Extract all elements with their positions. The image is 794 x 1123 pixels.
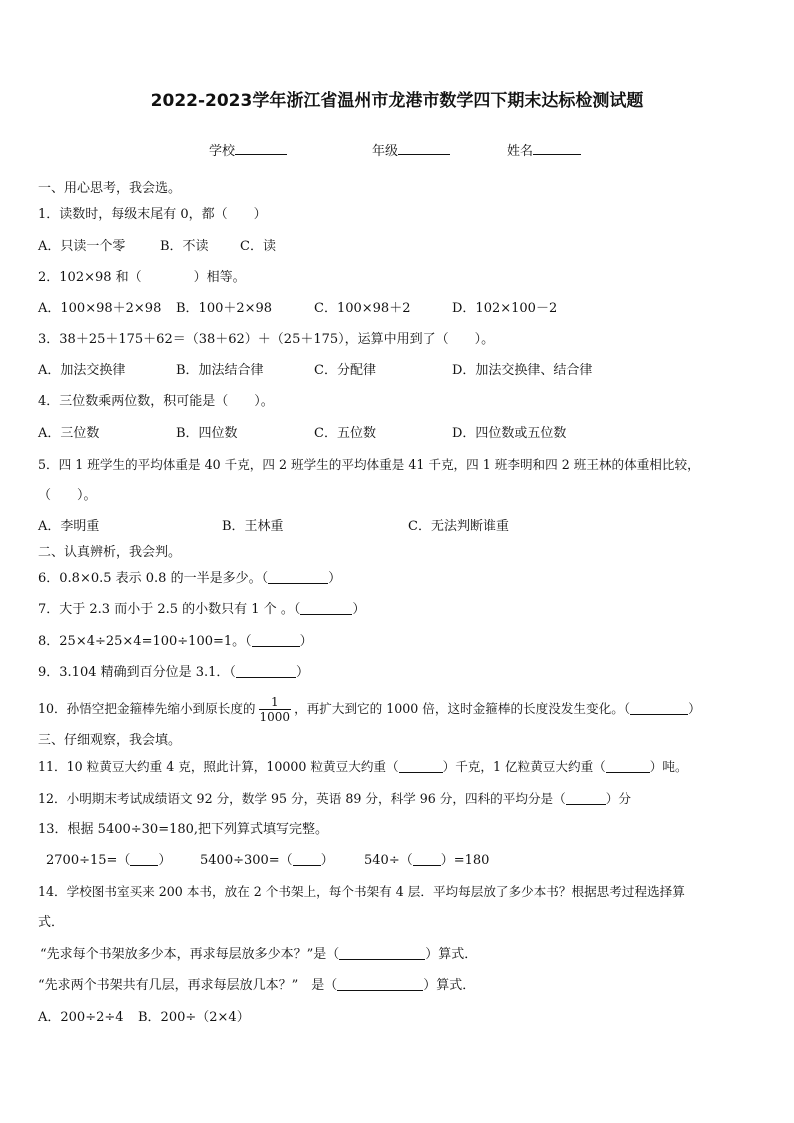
q10-text-post: ，再扩大到它的 1000 倍，这时金箍棒的长度没发生变化。（ (294, 701, 631, 716)
q12-text-1: 12．小明期末考试成绩语文 92 分，数学 95 分，英语 89 分，科学 96 分，四科的平均分是（ (38, 791, 566, 806)
question-4: 4．三位数乘两位数，积可能是（ ）。 (38, 394, 274, 409)
section-heading-3: 三、仔细观察，我会填。 (38, 733, 182, 748)
q11-answer-blank-1[interactable] (399, 759, 443, 773)
q1-option-a[interactable]: A．只读一个零 (38, 239, 126, 254)
q13-eq3-left: 540÷（ (364, 853, 413, 868)
name-blank[interactable] (533, 142, 581, 155)
q14-line1-text: “先求每个书架放多少本，再求每层放多少本？”是（ (40, 947, 340, 962)
question-14-cont: 式． (38, 915, 65, 930)
q11-text-3: ）吨。 (649, 759, 688, 774)
q14-line1-blank[interactable] (339, 946, 425, 960)
q10-fraction-numerator: 1 (259, 695, 292, 710)
q13-eq2-right: ） (320, 853, 334, 868)
q5-option-a[interactable]: A．李明重 (38, 519, 100, 534)
grade-label: 年级 (372, 144, 399, 159)
question-3: 3．38＋25＋175＋62＝（38＋62）＋（25＋175），运算中用到了（ ）。 (38, 332, 495, 347)
q4-option-a[interactable]: A．三位数 (38, 426, 100, 441)
page-title: 2022-2023学年浙江省温州市龙港市数学四下期末达标检测试题 (150, 91, 644, 111)
q13-eq2-blank[interactable] (293, 852, 321, 866)
question-9 (38, 664, 309, 682)
school-blank[interactable] (235, 142, 287, 155)
q14-line-2 (38, 977, 475, 995)
q8-answer-blank[interactable] (252, 633, 300, 647)
q6-answer-blank[interactable] (268, 570, 328, 584)
school-field (209, 140, 287, 159)
question-8 (38, 633, 313, 651)
question-5-cont: （ ）。 (38, 488, 97, 503)
q3-option-a[interactable]: A．加法交换律 (38, 363, 126, 378)
q12-text-2: ）分 (605, 791, 631, 806)
section-heading-2: 二、认真辨析，我会判。 (38, 545, 182, 560)
school-label: 学校 (209, 144, 236, 159)
q3-option-c[interactable]: C．分配律 (314, 363, 376, 378)
q14-option-a[interactable]: A．200÷2÷4 (38, 1010, 124, 1025)
q8-close: ） (299, 634, 313, 649)
q3-option-d[interactable]: D．加法交换律、结合律 (452, 363, 593, 378)
q14-line2-text: “先求两个书架共有几层，再求每层放几本？” 是（ (38, 978, 338, 993)
q10-fraction-denominator: 1000 (259, 710, 291, 724)
q10-text-pre: 10．孙悟空把金箍棒先缩小到原长度的 (38, 701, 256, 716)
q9-answer-blank[interactable] (236, 664, 296, 678)
q13-eq1-left: 2700÷15=（ (46, 853, 131, 868)
q14-line-1 (40, 946, 477, 964)
name-label: 姓名 (507, 144, 534, 159)
q5-option-b[interactable]: B．王林重 (222, 519, 284, 534)
q11-answer-blank-2[interactable] (606, 759, 650, 773)
question-5: 5．四 1 班学生的平均体重是 40 千克，四 2 班学生的平均体重是 41 千克，四 1 班李明和四 2 班王林的体重相比较， (38, 457, 700, 472)
q4-option-c[interactable]: C．五位数 (314, 426, 376, 441)
question-1: 1．读数时，每级末尾有 0，都（ ） (38, 207, 267, 222)
q2-option-c[interactable]: C．100×98＋2 (314, 301, 411, 316)
q13-eq3-right: ）=180 (440, 853, 490, 868)
question-14: 14．学校图书室买来 200 本书，放在 2 个书架上，每个书架有 4 层．平均每层放了多少本书？根据思考过程选择算 (38, 884, 685, 899)
question-2: 2．102×98 和（ ）相等。 (38, 270, 246, 285)
q13-eq1-blank[interactable] (130, 852, 158, 866)
q14-line2-blank[interactable] (337, 977, 423, 991)
section-heading-1: 一、用心思考，我会选。 (38, 181, 182, 196)
q13-equation-3 (364, 852, 489, 870)
question-10 (38, 692, 701, 726)
q7-answer-blank[interactable] (300, 601, 352, 615)
q3-option-b[interactable]: B．加法结合律 (176, 363, 264, 378)
q10-answer-blank[interactable] (630, 701, 688, 715)
q9-close: ） (295, 665, 309, 680)
q1-option-c[interactable]: C．读 (240, 239, 276, 254)
q6-close: ） (328, 571, 342, 586)
q7-close: ） (352, 602, 366, 617)
q14-line2-end: ）算式． (423, 978, 476, 993)
q14-line1-end: ）算式． (425, 947, 478, 962)
q1-option-b[interactable]: B．不读 (160, 239, 209, 254)
question-12 (38, 790, 631, 808)
q13-eq1-right: ） (158, 853, 172, 868)
q5-option-c[interactable]: C．无法判断谁重 (408, 519, 509, 534)
question-11 (38, 758, 688, 776)
question-13: 13．根据 5400÷30=180,把下列算式填写完整。 (38, 822, 329, 837)
q4-option-b[interactable]: B．四位数 (176, 426, 238, 441)
q6-text: 6．0.8×0.5 表示 0.8 的一半是多少。（ (38, 571, 269, 586)
q7-text: 7．大于 2.3 而小于 2.5 的小数只有 1 个 。（ (38, 602, 301, 617)
grade-blank[interactable] (398, 142, 450, 155)
q10-close: ） (688, 701, 701, 716)
grade-field (372, 140, 450, 159)
q13-eq3-blank[interactable] (413, 852, 441, 866)
q8-text: 8．25×4÷25×4=100÷100=1。（ (38, 634, 252, 649)
question-6 (38, 570, 341, 588)
q11-text-2: ）千克，1 亿粒黄豆大约重（ (442, 759, 606, 774)
q13-equation-1 (46, 852, 171, 870)
q9-text: 9．3.104 精确到百分位是 3.1．（ (38, 665, 236, 680)
q13-eq2-left: 5400÷300=（ (200, 853, 293, 868)
q13-equation-2 (200, 852, 334, 870)
name-field (507, 140, 581, 159)
q2-option-d[interactable]: D．102×100－2 (452, 301, 558, 316)
q11-text-1: 11．10 粒黄豆大约重 4 克，照此计算，10000 粒黄豆大约重（ (38, 759, 399, 774)
question-7 (38, 601, 365, 619)
q10-fraction (259, 695, 292, 724)
q12-answer-blank[interactable] (566, 791, 606, 805)
q14-option-b[interactable]: B．200÷（2×4） (138, 1010, 250, 1025)
q4-option-d[interactable]: D．四位数或五位数 (452, 426, 567, 441)
q2-option-a[interactable]: A．100×98＋2×98 (38, 301, 162, 316)
q2-option-b[interactable]: B．100＋2×98 (176, 301, 273, 316)
